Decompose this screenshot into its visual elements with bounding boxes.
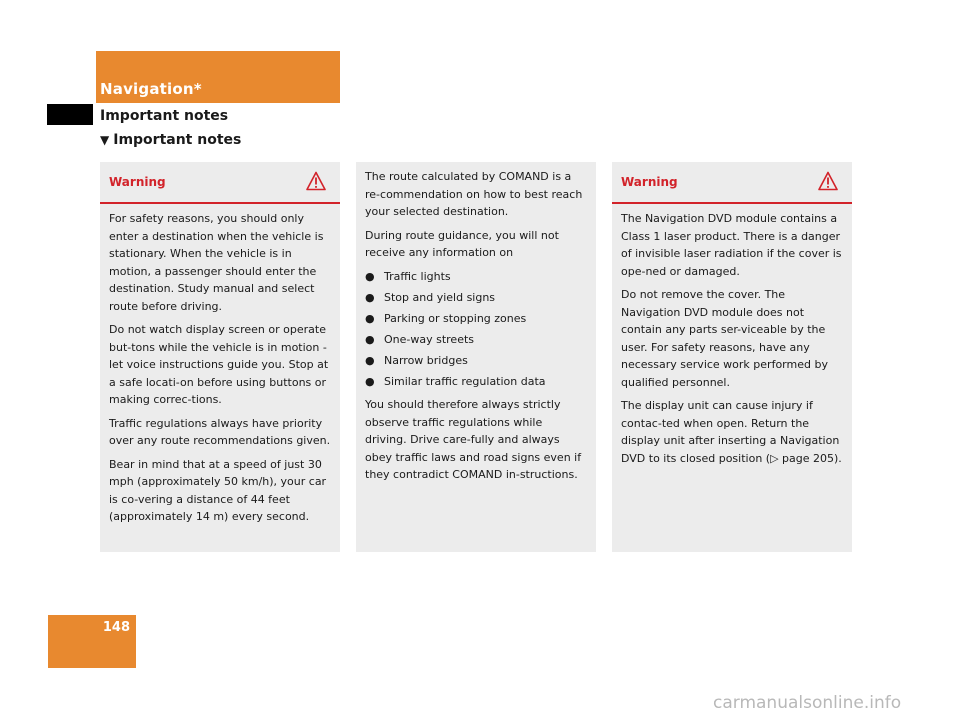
list-item bbox=[365, 373, 587, 391]
list-item bbox=[365, 331, 587, 349]
warning-paragraph: For safety reasons, you should only enter a destination when the vehicle is stationary. When the vehicle is in motion, a passenger should enter the destination. Study manual and select route before driving. bbox=[109, 212, 324, 313]
warning-body bbox=[100, 204, 340, 526]
bullet-icon: ● bbox=[365, 311, 375, 325]
list-item bbox=[365, 289, 587, 307]
bullet-icon: ● bbox=[365, 269, 375, 283]
warning-triangle-icon bbox=[818, 171, 838, 191]
list-item-text: Parking or stopping zones bbox=[384, 311, 527, 325]
warning-header bbox=[100, 162, 340, 204]
bullet-icon: ● bbox=[365, 332, 375, 346]
heading-text: Important notes bbox=[113, 132, 242, 148]
warning-panel-right bbox=[612, 162, 852, 552]
list-item-text: Stop and yield signs bbox=[384, 290, 496, 304]
watermark: carmanualsonline.info bbox=[713, 693, 902, 713]
list-item-text: Traffic lights bbox=[384, 269, 451, 283]
warning-paragraph: The display unit can cause injury if contac-ted when open. Return the display unit after inserting a Navigation DVD to its closed position (▷ page 205). bbox=[621, 399, 842, 465]
page-number: 148 bbox=[102, 620, 130, 635]
warning-label: Warning bbox=[621, 175, 678, 189]
warning-paragraph: Do not watch display screen or operate but-tons while the vehicle is in motion - let voice instructions guide you. Stop at a safe locati-on before using buttons or making correc-tions. bbox=[109, 323, 329, 406]
bullet-icon: ● bbox=[365, 374, 375, 388]
list-item bbox=[365, 310, 587, 328]
page-number-box bbox=[48, 615, 136, 668]
list-item bbox=[365, 352, 587, 370]
page-heading bbox=[100, 132, 241, 148]
warning-panel-left bbox=[100, 162, 340, 552]
list-item-text: Narrow bridges bbox=[384, 353, 468, 367]
list-item-text: One-way streets bbox=[384, 332, 475, 346]
warning-paragraph: Traffic regulations always have priority over any route recommendations given. bbox=[109, 416, 331, 447]
warning-label: Warning bbox=[109, 175, 166, 189]
info-intro: The route calculated by COMAND is a re-commendation on how to best reach your selected destination. bbox=[365, 170, 583, 218]
info-closing: You should therefore always strictly observe traffic regulations while driving. Drive care-fully and always obey traffic laws and road signs even if they contradict COMAND in-structions. bbox=[365, 398, 582, 481]
heading-triangle-icon: ▼ bbox=[100, 133, 110, 147]
warning-body bbox=[612, 204, 852, 467]
info-lead: During route guidance, you will not receive any information on bbox=[365, 228, 559, 259]
warning-paragraph: Do not remove the cover. The Navigation DVD module does not contain any parts ser-viceable by the user. For safety reasons, have any necessary service work performed by qualified personnel. bbox=[621, 288, 828, 389]
section-marker bbox=[47, 104, 93, 125]
warning-paragraph: The Navigation DVD module contains a Class 1 laser product. There is a danger of invisible laser radiation if the cover is ope-ned or damaged. bbox=[621, 212, 842, 278]
warning-header bbox=[612, 162, 852, 204]
info-list bbox=[365, 268, 587, 391]
list-item-text: Similar traffic regulation data bbox=[384, 374, 546, 388]
warning-paragraph: Bear in mind that at a speed of just 30 mph (approximately 50 km/h), your car is co-vering a distance of 44 feet (approximately 14 m) every second. bbox=[109, 457, 327, 523]
warning-triangle-icon bbox=[306, 171, 326, 191]
section-title: Navigation* bbox=[100, 80, 202, 98]
page-subtitle: Important notes bbox=[100, 108, 229, 124]
bullet-icon: ● bbox=[365, 290, 375, 304]
list-item bbox=[365, 268, 587, 286]
bullet-icon: ● bbox=[365, 353, 375, 367]
info-panel-middle bbox=[356, 162, 596, 552]
